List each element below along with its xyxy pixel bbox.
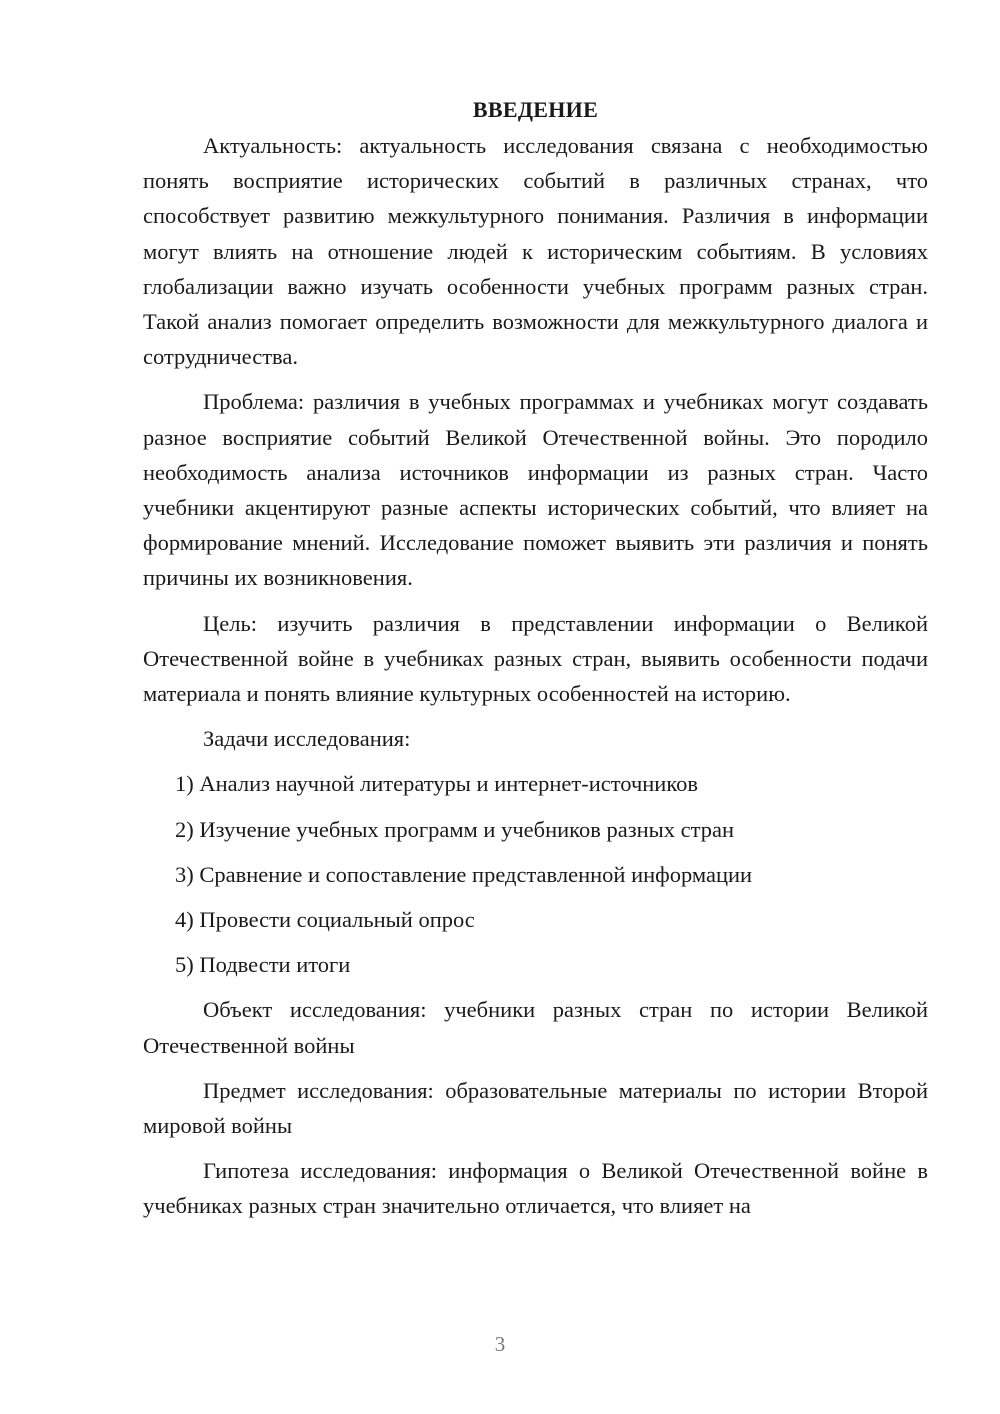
paragraph-goal: Цель: изучить различия в представлении информации о Великой Отечественной войне в учебниках разных стран, выявить особенности подачи материала и понять влияние культурных особенностей на историю. [143,610,928,707]
paragraph-relevance: Актуальность: актуальность исследования связана с необходимостью понять восприятие исторических событий в различных странах, что способствует развитию межкультурного понимания. Различия в информации могут влиять на отношение людей к историческим событиям. В условиях глобализации важно изучать особенности учебных программ разных стран. Такой анализ помогает определить возможности для межкультурного диалога и сотрудничества. [143,133,928,370]
page-number: 3 [494,1332,506,1356]
list-item: 5) Подвести итоги [175,952,351,978]
section-heading: ВВЕДЕНИЕ [472,97,599,122]
list-item: 4) Провести социальный опрос [175,907,475,933]
list-item: 2) Изучение учебных программ и учебников разных стран [175,816,734,842]
list-item: 3) Сравнение и сопоставление представленной информации [175,861,753,887]
list-item: 1) Анализ научной литературы и интернет-источников [175,771,699,797]
paragraph-hypothesis: Гипотеза исследования: информация о Великой Отечественной войне в учебниках разных стран значительно отличается, что влияет на [143,1158,928,1219]
document-page [143,94,928,1234]
paragraph-object: Объект исследования: учебники разных стран по истории Великой Отечественной войны [143,997,928,1058]
tasks-list [143,766,928,982]
paragraph-tasks-intro: Задачи исследования: [203,726,411,752]
paragraph-subject: Предмет исследования: образовательные материалы по истории Второй мировой войны [143,1077,928,1139]
paragraph-problem: Проблема: различия в учебных программах и учебниках могут создавать разное восприятие событий Великой Отечественной войны. Это породило необходимость анализа источников информации из разных стран. Часто учебники акцентируют разные аспекты исторических событий, что влияет на формирование мнений. Исследование поможет выявить эти различия и понять причины их возникновения. [143,389,928,591]
